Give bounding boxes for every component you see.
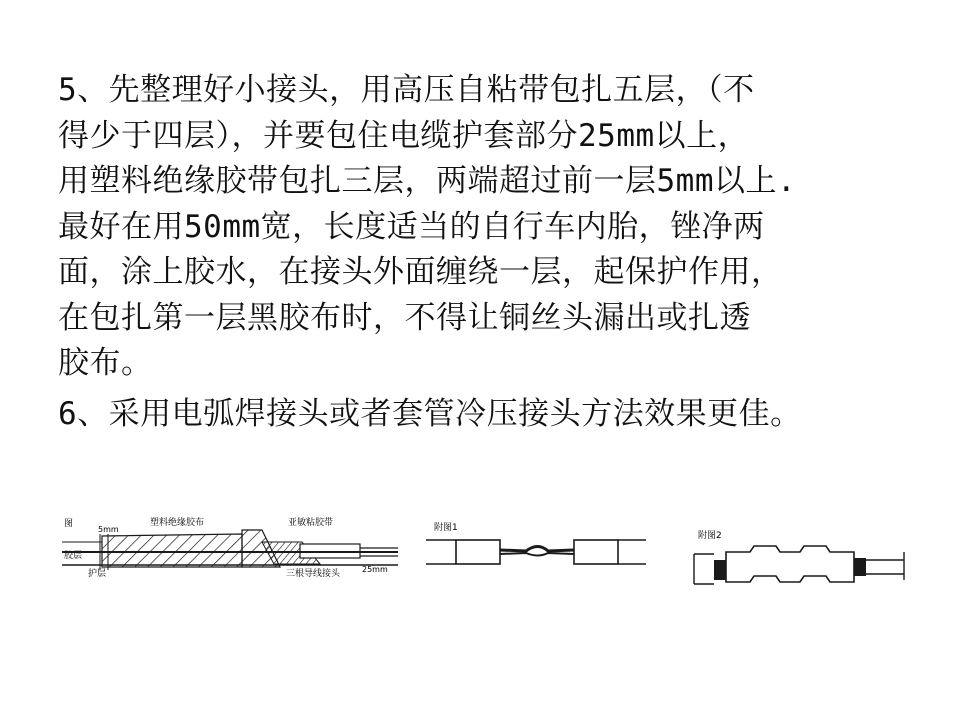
paragraph-5-line-3: 用塑料绝缘胶带包扎三层，两端超过前一层5mm以上. xyxy=(58,163,797,199)
joint-1-drawing xyxy=(426,540,646,564)
joint-figure-2 xyxy=(690,524,914,588)
label-sheath: 护层 xyxy=(88,569,107,579)
paragraph-6 xyxy=(58,392,938,438)
label-wire-joint: 三根导线接头 xyxy=(286,569,341,579)
joint-2-drawing xyxy=(694,546,904,584)
figure-1-title: 附图1 xyxy=(434,523,458,533)
wrapping-diagram xyxy=(62,512,400,590)
paragraph-5-line-7: 胶布。 xyxy=(58,345,153,381)
label-25mm: 25mm xyxy=(362,565,388,574)
label-rubber-layer: 胶层 xyxy=(64,551,83,561)
paragraph-5-line-6: 在包扎第一层黑胶布时，不得让铜丝头漏出或扎透 xyxy=(58,299,751,336)
wrap-layers xyxy=(62,530,398,570)
joint-figure-1 xyxy=(426,518,648,570)
label-5mm: 5mm xyxy=(98,525,119,534)
paragraph-5 xyxy=(58,68,938,387)
paragraph-5-line-4: 最好在用50mm宽，长度适当的自行车内胎，锉净两 xyxy=(58,208,765,245)
paragraph-6-text: 6、采用电弧焊接头或者套管冷压接头方法效果更佳。 xyxy=(58,396,802,432)
figure-2-title: 附图2 xyxy=(698,531,722,541)
paragraph-5-line-1: 5、先整理好小接头，用高压自粘带包扎五层，（不 xyxy=(58,72,755,108)
label-self-adhesive-tape: 亚敏粘胶带 xyxy=(288,518,334,528)
paragraph-5-line-2: 得少于四层），并要包住电缆护套部分25mm以上， xyxy=(58,117,750,154)
figure-corner-mark: 图 xyxy=(64,519,74,529)
label-plastic-tape: 塑料绝缘胶布 xyxy=(150,518,205,528)
paragraph-5-line-5: 面，涂上胶水，在接头外面缠绕一层，起保护作用， xyxy=(58,254,783,290)
